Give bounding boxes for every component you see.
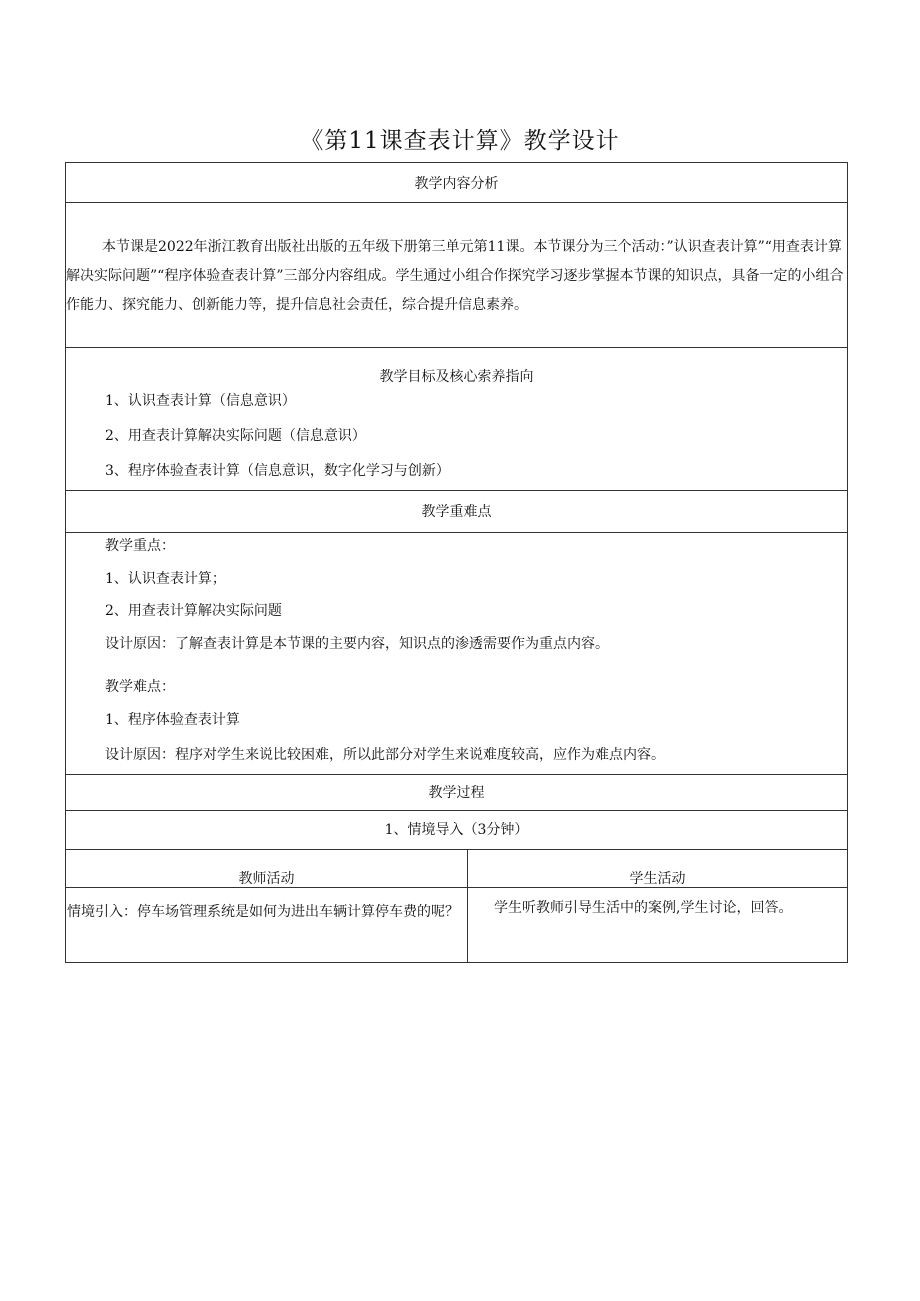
focus-label: 教学重点： — [105, 538, 175, 554]
process-header-text: 教学过程 — [428, 785, 485, 801]
page-title: 《第11课查表计算》教学设计 — [300, 128, 620, 154]
difficulty-item: 1、程序体验查表计算 — [105, 712, 240, 728]
content-analysis-header — [66, 163, 847, 203]
activity-row — [66, 888, 847, 962]
lesson-plan-table — [65, 162, 848, 963]
activity-column-headers — [66, 850, 847, 888]
focus-item: 1、认识查表计算； — [105, 571, 226, 587]
focus-reason: 设计原因：了解查表计算是本节课的主要内容，知识点的渗透需要作为重点内容。 — [105, 636, 609, 652]
key-points-header-text: 教学重难点 — [421, 504, 492, 520]
student-activity-text: 学生听教师引导生活中的案例,学生讨论，回答。 — [494, 900, 793, 916]
objectives-header: 教学目标及核心索养指向 — [379, 369, 534, 385]
objectives-section — [66, 348, 847, 491]
content-analysis-body — [66, 203, 847, 348]
objective-item: 1、认识查表计算（信息意识） — [105, 393, 296, 409]
step-title: 1、情境导入（3分钟） — [384, 822, 529, 838]
student-activity-header: 学生活动 — [629, 871, 686, 887]
objective-item: 2、用查表计算解决实际问题（信息意识） — [105, 428, 366, 444]
key-points-body — [66, 533, 847, 775]
objective-item: 3、程序体验查表计算（信息意识，数字化学习与创新） — [105, 463, 450, 479]
focus-item: 2、用查表计算解决实际问题 — [105, 603, 282, 619]
process-header — [66, 775, 847, 811]
teacher-activity-header: 教师活动 — [66, 850, 468, 887]
difficulty-reason: 设计原因：程序对学生来说比较困难，所以此部分对学生来说难度较高，应作为难点内容。 — [105, 747, 665, 763]
step-title-row — [66, 811, 847, 850]
key-points-header — [66, 491, 847, 533]
difficulty-label: 教学难点： — [105, 679, 175, 695]
teacher-activity-text: 情境引入：停车场管理系统是如何为进出车辆计算停车费的呢？ — [66, 888, 468, 962]
content-analysis-header-text: 教学内容分析 — [414, 176, 499, 192]
content-analysis-paragraph: 本节课是2022年浙江教育出版社出版的五年级下册第三单元第11课。本节课分为三个活动：”认识查表计算”“用查表计算解决实际问题”“程序体验查表计算”三部分内容组成。学生通过小组合作探究学习逐步掌握本节课的知识点，具备一定的小组合作能力、探究能力、创新能力等，提升信息社会责任，综合提升信息素养。 — [66, 239, 844, 313]
